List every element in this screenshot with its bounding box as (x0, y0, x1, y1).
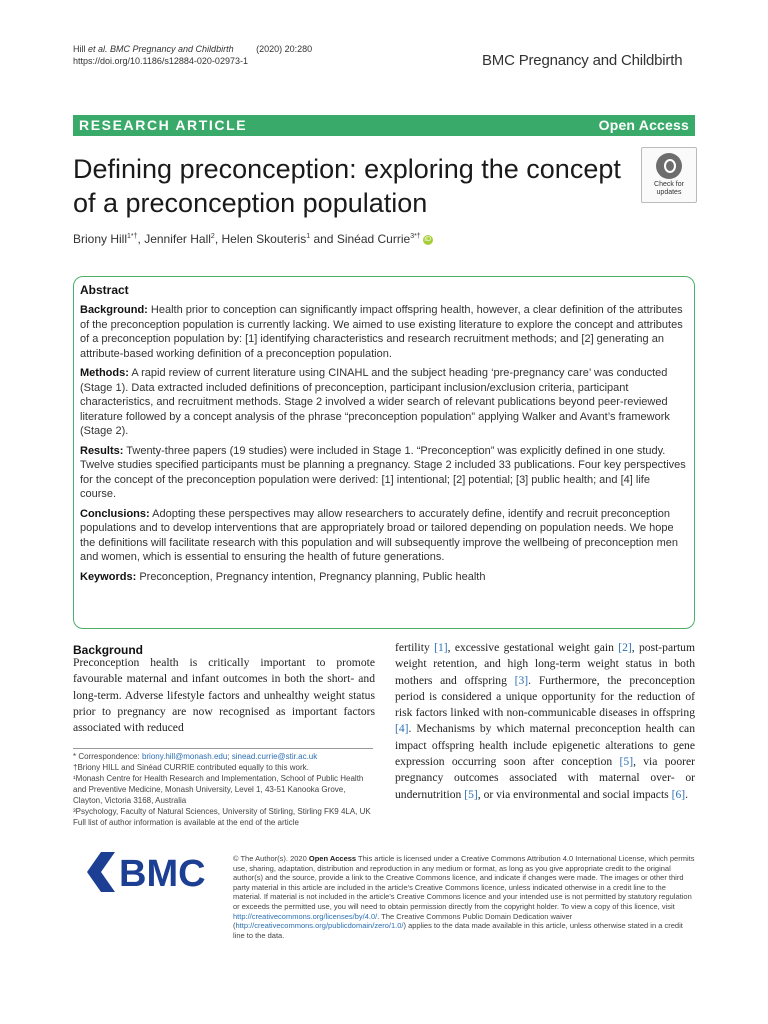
abstract-results (80, 444, 688, 502)
correspondence: * Correspondence: briony.hill@monash.edu; sinead.currie@stir.ac.uk (73, 752, 318, 761)
citation-link[interactable]: [3] (514, 673, 529, 687)
section-label: Methods: (80, 367, 129, 379)
section-text: Adopting these perspectives may allow researchers to accurately define, identify and recruit preconception populations and to develop interventions that are appropriately broad or tailored depending on population needs. We hope the definitions will facilitate research with this population and will subsequently improve the wellbeing of preconception men and women, which is essential to ensuring the health of future generations. (80, 507, 679, 563)
author-affiliation: 3*† (410, 233, 421, 240)
bmc-logo (85, 847, 220, 897)
citation-header (73, 43, 312, 67)
bmc-logo-mark (87, 852, 115, 892)
research-article-label: RESEARCH ARTICLE (79, 117, 248, 133)
abstract-conclusions (80, 507, 688, 565)
license-lead: © The Author(s). 2020 (233, 854, 309, 863)
author-name: Helen Skouteris (221, 232, 307, 246)
open-access-label: Open Access (598, 117, 689, 133)
license-url-link[interactable]: http://creativecommons.org/licenses/by/4.0/ (233, 911, 378, 921)
article-title: Defining preconception: exploring the concept of a preconception population (73, 154, 621, 218)
author-list (73, 232, 433, 246)
abstract-box (73, 276, 695, 629)
article-type-banner (73, 115, 695, 136)
author-affiliation: 1*† (127, 233, 138, 240)
license-text (233, 854, 695, 940)
license-body: . The Creative Commons Public Domain Dedication waiver ( (233, 911, 573, 931)
email-link[interactable]: sinead.currie@stir.ac.uk (231, 752, 318, 761)
abstract-heading: Abstract (80, 283, 129, 297)
body-text: . (685, 787, 689, 801)
footnotes (73, 748, 373, 828)
author-affiliation: 2 (210, 233, 215, 240)
doi-link[interactable]: https://doi.org/10.1186/s12884-020-02973-1 (73, 56, 248, 66)
affiliation-1: ¹Monash Centre for Health Research and Implementation, School of Public Health and Preventive Medicine, Monash University, Level 1, 43-51 Kanooka Grove, Clayton, Victoria 3168, Australia (73, 774, 364, 805)
author-name: Briony Hill (73, 232, 128, 246)
license-open-access: Open Access (308, 854, 357, 863)
badge-line1: Check for (654, 181, 684, 188)
body-column-right (395, 640, 695, 803)
author-separator: and (310, 232, 337, 246)
correspondence-label: * Correspondence: (73, 752, 142, 761)
section-label: Results: (80, 444, 124, 457)
author-separator: , (214, 232, 222, 246)
license-body: This article is licensed under a Creative Commons Attribution 4.0 International License, which permits use, sharing, adaptation, distribution and reproduction in any medium or format, as long as you give appropriate credit to the original author(s) and the source, provide a link to the Creative Commons licence, and indicate if changes were made. The images or other third party material in this article are included in the article's Creative Commons licence, unless indicated otherwise in a credit line to the material. If material is not included in the article's Creative Commons licence and your intended use is not permitted by statutory regulation or exceeds the permitted use, you will need to obtain permission directly from the copyright holder. To view a copy of this licence, visit (233, 854, 695, 911)
section-text: Preconception, Pregnancy intention, Pregnancy planning, Public health (139, 570, 486, 583)
cite-year: (2020) 20:280 (256, 44, 313, 54)
email-link[interactable]: briony.hill@monash.edu (141, 752, 228, 761)
orcid-icon[interactable]: iD (424, 235, 432, 243)
section-label: Background: (80, 304, 148, 316)
background-heading: Background (73, 643, 144, 657)
body-text: , post-partum weight retention, and high long-term weight status in both mothers and offspring (395, 641, 696, 687)
body-text: , or via environmental and social impacts (477, 787, 672, 801)
abstract-background (80, 303, 688, 361)
author-affiliation: 1 (306, 233, 311, 240)
citation-link[interactable]: [6] (671, 787, 686, 801)
body-column-left: Preconception health is critically important to promote favourable maternal and infant outcomes in both the short- and long-term. Adverse lifestyle factors and unhealthy weight status prior to pregnancy are now recognised as important factors associated with reduced (73, 656, 375, 735)
check-for-updates-badge[interactable] (641, 147, 697, 203)
public-domain-url-link[interactable]: http://creativecommons.org/publicdomain/zero/1.0/ (235, 921, 404, 931)
section-text: Twenty-three papers (19 studies) were included in Stage 1. “Preconception” was explicitly defined in one study. Twelve studies specified participants must be planning a pregnancy. Stage 2 included 33 publications. Four key perspectives for the concept of the preconception population were derived: [1] intentional; [2] potential; [3] public health; and [4] life course. (80, 444, 686, 500)
cite-authors: Hill (73, 44, 88, 54)
cite-journal: et al. BMC Pregnancy and Childbirth (88, 44, 234, 54)
author-info-note: Full list of author information is available at the end of the article (73, 818, 299, 827)
body-text: fertility (395, 641, 435, 654)
section-text: A rapid review of current literature using CINAHL and the subject heading ‘pre-pregnancy care’ was conducted (Stage 1). Data extracted included definitions of preconception, participant inclusion/exclusion criteria, participant characteristics, and recruitment methods. Stage 2 involved a wider search of relevant publications beyond peer-reviewed literature followed by a concept analysis of the phrase “preconception population” applying Walker and Avant’s framework (Stage 2). (80, 367, 670, 437)
body-text: . Furthermore, the preconception period is considered a unique opportunity for the reduction of risk factors linked with non-communicable diseases in offspring (395, 673, 695, 720)
citation-link[interactable]: [5] (464, 787, 478, 801)
citation-link[interactable]: [1] (434, 641, 448, 654)
abstract-methods (80, 366, 688, 439)
section-label: Conclusions: (80, 507, 150, 520)
author-name: Sinéad Currie (336, 232, 411, 246)
body-text: , excessive gestational weight gain (447, 641, 619, 654)
author-name: Jennifer Hall (144, 232, 211, 246)
equal-contribution-note: †Briony HILL and Sinéad CURRIE contributed equally to this work. (73, 763, 309, 772)
badge-line2: updates (656, 189, 682, 196)
bookmark-icon (656, 153, 682, 179)
citation-link[interactable]: [5] (619, 755, 634, 769)
affiliation-3: ³Psychology, Faculty of Natural Sciences, University of Stirling, Stirling FK9 4LA, UK (73, 807, 371, 816)
body-text: . Mechanisms by which maternal preconception health can impact offspring health include epigenetic alterations to gene expression occurring soon after conception (395, 722, 695, 769)
license-body: ) applies to the data made available in this article, unless otherwise stated in a credit line to the data. (233, 921, 683, 940)
section-label: Keywords: (80, 570, 137, 583)
abstract-keywords (80, 570, 688, 585)
citation-link[interactable]: [4] (395, 722, 409, 736)
section-text: Health prior to conception can significantly impact offspring health, however, a clear definition of the attributes of the preconception population is currently lacking. We aimed to use existing literature to explore the concept and attributes of a preconception population by: [1] identifying characteristics and research recruitment methods; and [2] generating an attribute-based working definition of a preconception population. (80, 304, 683, 360)
citation-link[interactable]: [2] (618, 641, 632, 654)
bmc-logo-text: BMC (119, 853, 206, 895)
journal-name: BMC Pregnancy and Childbirth (482, 52, 683, 69)
body-text: , via poorer pregnancy outcomes associated with maternal over- or undernutrition (395, 755, 695, 801)
author-separator: , (137, 232, 145, 246)
